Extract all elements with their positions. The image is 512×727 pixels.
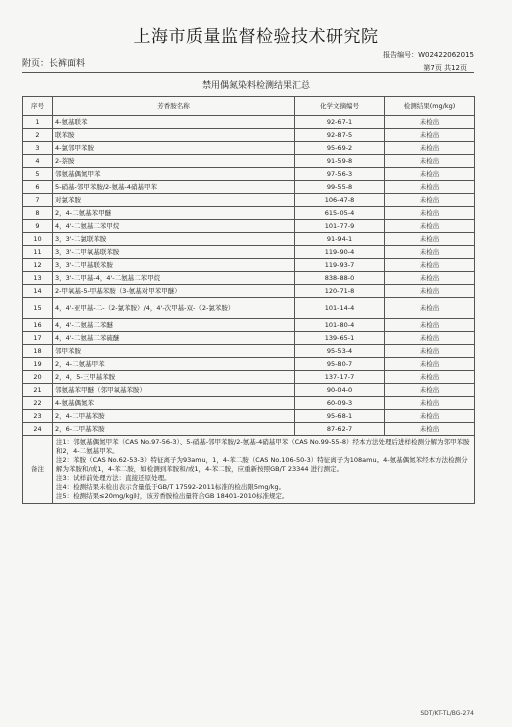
cas-number: 119-93-7 xyxy=(295,259,385,272)
row-number: 22 xyxy=(23,397,53,410)
header-divider xyxy=(22,72,474,73)
test-result: 未检出 xyxy=(385,298,475,319)
amine-name: 2，4-二氨基苯甲醚 xyxy=(53,207,295,220)
table-row xyxy=(23,207,475,220)
cas-number: 99-55-8 xyxy=(295,181,385,194)
amine-name: 4-氯邻甲苯胺 xyxy=(53,142,295,155)
table-row xyxy=(23,181,475,194)
test-result: 未检出 xyxy=(385,129,475,142)
notes-row xyxy=(23,436,475,504)
row-number: 19 xyxy=(23,358,53,371)
note-line: 注5：检测结果≤20mg/kg时，该芳香胺检出量符合GB 18401-2010标准规定。 xyxy=(56,492,289,500)
table-row xyxy=(23,397,475,410)
col-header-cas: 化学文摘编号 xyxy=(295,97,385,116)
cas-number: 91-94-1 xyxy=(295,233,385,246)
test-result: 未检出 xyxy=(385,181,475,194)
test-result: 未检出 xyxy=(385,207,475,220)
row-number: 7 xyxy=(23,194,53,207)
test-result: 未检出 xyxy=(385,358,475,371)
row-number: 8 xyxy=(23,207,53,220)
row-number: 12 xyxy=(23,259,53,272)
table-row xyxy=(23,345,475,358)
table-row xyxy=(23,168,475,181)
table-row xyxy=(23,116,475,129)
test-result: 未检出 xyxy=(385,371,475,384)
table-row xyxy=(23,233,475,246)
organization-name: 上海市质量监督检验技术研究院 xyxy=(133,27,379,47)
amine-name: 邻氨基苯甲醚（邻甲氧基苯胺） xyxy=(53,384,295,397)
table-row xyxy=(23,384,475,397)
row-number: 4 xyxy=(23,155,53,168)
cas-number: 60-09-3 xyxy=(295,397,385,410)
cas-number: 101-77-9 xyxy=(295,220,385,233)
results-table xyxy=(22,96,475,504)
row-number: 17 xyxy=(23,332,53,345)
test-result: 未检出 xyxy=(385,220,475,233)
note-line: 注3：试样前处理方法：直接还原处理。 xyxy=(56,474,171,482)
test-result: 未检出 xyxy=(385,384,475,397)
amine-name: 2-甲氧基-5-甲基苯胺（3-氨基对甲苯甲醚） xyxy=(53,285,295,298)
amine-name: 邻甲苯胺 xyxy=(53,345,295,358)
row-number: 6 xyxy=(23,181,53,194)
col-header-no: 序号 xyxy=(23,97,53,116)
table-row xyxy=(23,246,475,259)
cas-number: 139-65-1 xyxy=(295,332,385,345)
report-number: 报告编号：W02422062015 xyxy=(383,51,474,59)
test-result: 未检出 xyxy=(385,397,475,410)
table-row xyxy=(23,332,475,345)
test-result: 未检出 xyxy=(385,194,475,207)
amine-name: 邻氨基偶氮甲苯 xyxy=(53,168,295,181)
table-row xyxy=(23,358,475,371)
test-result: 未检出 xyxy=(385,259,475,272)
row-number: 20 xyxy=(23,371,53,384)
amine-name: 2，4-二氨基甲苯 xyxy=(53,358,295,371)
amine-name: 3，3'-二氯联苯胺 xyxy=(53,233,295,246)
row-number: 2 xyxy=(23,129,53,142)
cas-number: 120-71-8 xyxy=(295,285,385,298)
row-number: 13 xyxy=(23,272,53,285)
row-number: 21 xyxy=(23,384,53,397)
note-line: 注2：苯胺（CAS No.62-53-3）特征离子为93amu，1，4-苯二胺（CAS No.106-50-3）特征离子为108amu。4-氨基偶氮苯经本方法检测分解为苯胺和/或1，4-苯二胺，如检测到苯胺和/或1，4-苯二胺，应重新按照GB/T 23344 进行测定。 xyxy=(56,456,468,473)
test-result: 未检出 xyxy=(385,116,475,129)
amine-name: 2，6-二甲基苯胺 xyxy=(53,423,295,436)
cas-number: 101-80-4 xyxy=(295,319,385,332)
cas-number: 97-56-3 xyxy=(295,168,385,181)
test-result: 未检出 xyxy=(385,168,475,181)
table-row xyxy=(23,155,475,168)
table-row xyxy=(23,142,475,155)
amine-name: 4-氨基偶氮苯 xyxy=(53,397,295,410)
test-result: 未检出 xyxy=(385,332,475,345)
cas-number: 95-53-4 xyxy=(295,345,385,358)
amine-name: 联苯胺 xyxy=(53,129,295,142)
table-row xyxy=(23,272,475,285)
row-number: 16 xyxy=(23,319,53,332)
table-row xyxy=(23,259,475,272)
table-row xyxy=(23,298,475,319)
test-result: 未检出 xyxy=(385,233,475,246)
amine-name: 对氯苯胺 xyxy=(53,194,295,207)
table-row xyxy=(23,285,475,298)
row-number: 18 xyxy=(23,345,53,358)
table-row xyxy=(23,371,475,384)
note-line: 注4：检测结果未检出表示含量低于GB/T 17592-2011标准的检出限5mg/kg。 xyxy=(56,483,286,491)
amine-name: 4，4'-二氨基二苯醚 xyxy=(53,319,295,332)
notes-label: 备注 xyxy=(23,436,53,504)
table-row xyxy=(23,410,475,423)
amine-name: 3，3'-二甲基联苯胺 xyxy=(53,259,295,272)
row-number: 15 xyxy=(23,298,53,319)
page-info: 第7页 共12页 xyxy=(423,64,467,72)
cas-number: 91-59-8 xyxy=(295,155,385,168)
row-number: 1 xyxy=(23,116,53,129)
cas-number: 92-87-5 xyxy=(295,129,385,142)
row-number: 11 xyxy=(23,246,53,259)
test-result: 未检出 xyxy=(385,319,475,332)
form-code: SDT/KT-TL/BG-274 xyxy=(420,710,474,717)
col-header-result: 检测结果(mg/kg) xyxy=(385,97,475,116)
table-title: 禁用偶氮染料检测结果汇总 xyxy=(201,81,310,91)
cas-number: 92-67-1 xyxy=(295,116,385,129)
cas-number: 90-04-0 xyxy=(295,384,385,397)
cas-number: 615-05-4 xyxy=(295,207,385,220)
test-result: 未检出 xyxy=(385,423,475,436)
cas-number: 106-47-8 xyxy=(295,194,385,207)
amine-name: 2，4-二甲基苯胺 xyxy=(53,410,295,423)
table-row xyxy=(23,319,475,332)
test-result: 未检出 xyxy=(385,246,475,259)
table-row xyxy=(23,220,475,233)
test-result: 未检出 xyxy=(385,345,475,358)
note-line: 注1：邻氨基偶氮甲苯（CAS No.97-56-3）、5-硝基-邻甲苯胺/2-氨基-4硝基甲苯（CAS No.99-55-8）经本方法处理后进样检测分解为邻甲苯胺和2，4-二氨基甲苯。 xyxy=(56,438,470,455)
test-result: 未检出 xyxy=(385,410,475,423)
cas-number: 838-88-0 xyxy=(295,272,385,285)
amine-name: 5-硝基-邻甲苯胺/2-氨基-4硝基甲苯 xyxy=(53,181,295,194)
amine-name: 4，4'-二氨基二苯硫醚 xyxy=(53,332,295,345)
amine-name: 2-萘胺 xyxy=(53,155,295,168)
amine-name: 3，3'-二甲氧基联苯胺 xyxy=(53,246,295,259)
amine-name: 2，4，5-三甲基苯胺 xyxy=(53,371,295,384)
cas-number: 137-17-7 xyxy=(295,371,385,384)
row-number: 5 xyxy=(23,168,53,181)
col-header-name: 芳香胺名称 xyxy=(53,97,295,116)
notes-content xyxy=(53,436,475,504)
cas-number: 119-90-4 xyxy=(295,246,385,259)
cas-number: 95-69-2 xyxy=(295,142,385,155)
cas-number: 87-62-7 xyxy=(295,423,385,436)
cas-number: 95-80-7 xyxy=(295,358,385,371)
test-result: 未检出 xyxy=(385,155,475,168)
row-number: 9 xyxy=(23,220,53,233)
row-number: 10 xyxy=(23,233,53,246)
table-row xyxy=(23,194,475,207)
row-number: 24 xyxy=(23,423,53,436)
amine-name: 4-氨基联苯 xyxy=(53,116,295,129)
cas-number: 101-14-4 xyxy=(295,298,385,319)
amine-name: 3，3'-二甲基-4，4'-二氨基二苯甲烷 xyxy=(53,272,295,285)
table-row xyxy=(23,423,475,436)
row-number: 3 xyxy=(23,142,53,155)
test-result: 未检出 xyxy=(385,142,475,155)
cas-number: 95-68-1 xyxy=(295,410,385,423)
amine-name: 4，4'-二氨基二苯甲烷 xyxy=(53,220,295,233)
test-result: 未检出 xyxy=(385,285,475,298)
table-row xyxy=(23,129,475,142)
attachment-label: 附页：长裤面料 xyxy=(22,59,86,69)
test-result: 未检出 xyxy=(385,272,475,285)
row-number: 23 xyxy=(23,410,53,423)
row-number: 14 xyxy=(23,285,53,298)
amine-name: 4，4'-亚甲基-二-（2-氯苯胺）/4，4'-次甲基-双-（2-氯苯胺） xyxy=(53,298,295,319)
table-header-row xyxy=(23,97,475,116)
